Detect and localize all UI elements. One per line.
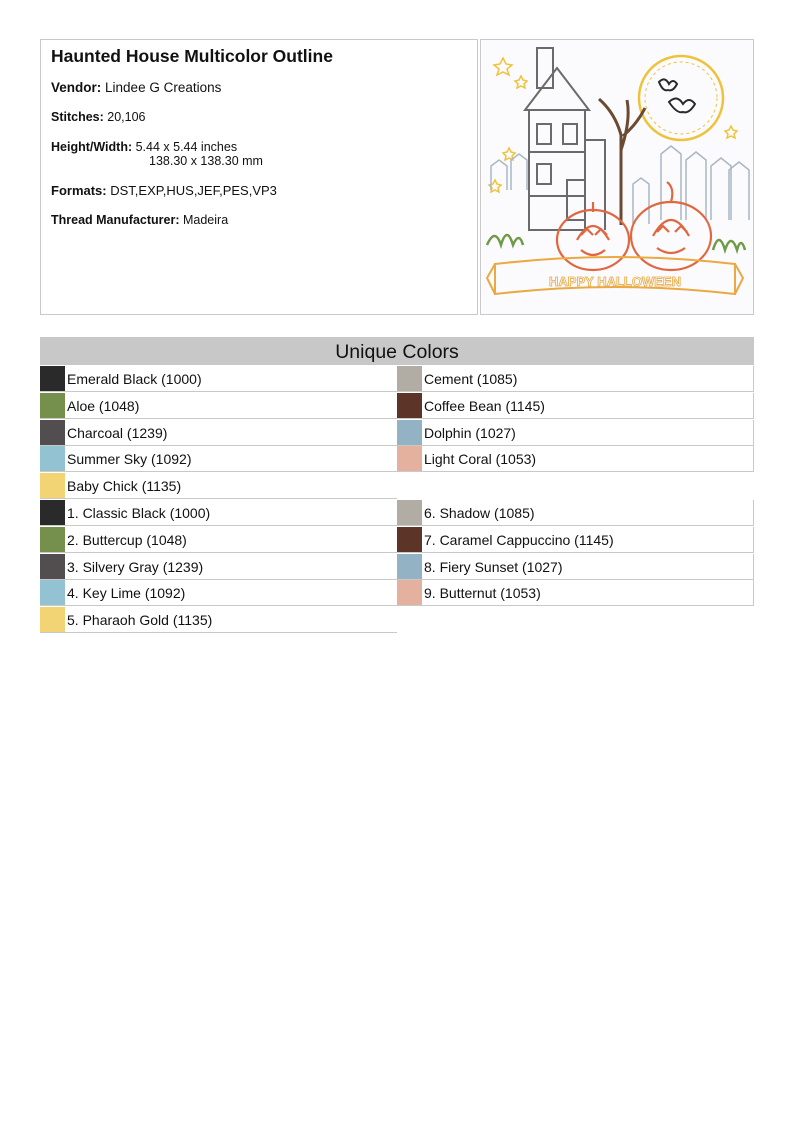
design-title: Haunted House Multicolor Outline — [51, 46, 333, 66]
color-swatch — [40, 420, 65, 445]
color-row — [40, 527, 397, 553]
vendor-field — [51, 80, 221, 95]
color-swatch — [40, 554, 65, 579]
stitches-value: 20,106 — [107, 110, 146, 124]
color-name: 5. Pharaoh Gold (1135) — [67, 612, 213, 629]
color-row — [397, 500, 754, 526]
color-name: 3. Silvery Gray (1239) — [67, 558, 204, 575]
thread-label: Thread Manufacturer: — [51, 213, 180, 227]
color-name: Cement (1085) — [424, 371, 518, 387]
stars — [489, 58, 737, 192]
color-row — [40, 554, 397, 580]
color-swatch — [397, 554, 422, 579]
color-row — [397, 580, 754, 606]
color-swatch — [397, 393, 422, 418]
color-row — [40, 580, 397, 606]
color-swatch — [397, 500, 422, 525]
color-swatch — [40, 500, 65, 525]
size-label: Height/Width: — [51, 140, 133, 154]
stitches-field — [51, 110, 146, 124]
color-name: Dolphin (1027) — [424, 424, 516, 441]
color-row — [40, 607, 397, 633]
color-name: 8. Fiery Sunset (1027) — [424, 558, 563, 575]
vendor-label: Vendor: — [51, 80, 102, 95]
formats-field — [51, 183, 277, 198]
color-swatch — [40, 580, 65, 605]
moon-outline — [639, 56, 723, 140]
color-swatch — [40, 393, 65, 418]
color-name: Aloe (1048) — [67, 397, 140, 414]
color-row — [397, 446, 754, 472]
moon-inner — [645, 62, 717, 134]
color-row — [40, 393, 397, 419]
banner-text: HAPPY HALLOWEEN — [549, 274, 681, 289]
color-name: 1. Classic Black (1000) — [67, 505, 211, 521]
color-row — [40, 420, 397, 446]
color-name: Charcoal (1239) — [67, 424, 168, 441]
color-row — [397, 366, 754, 392]
color-swatch — [40, 527, 65, 552]
color-name: Summer Sky (1092) — [67, 451, 192, 468]
color-row — [397, 420, 754, 446]
color-row — [40, 446, 397, 472]
color-row — [40, 473, 397, 499]
color-swatch — [397, 366, 422, 391]
design-info-box — [40, 39, 478, 315]
color-name: Baby Chick (1135) — [67, 478, 182, 495]
color-swatch — [397, 420, 422, 445]
bat-icon — [659, 79, 677, 90]
color-swatch — [40, 366, 65, 391]
color-swatch — [397, 446, 422, 471]
thread-field — [51, 213, 228, 227]
design-preview-image — [480, 39, 754, 315]
color-name: 4. Key Lime (1092) — [67, 585, 186, 602]
size-field — [51, 140, 263, 168]
haunted-house-illustration — [481, 40, 753, 314]
color-row — [397, 527, 754, 553]
color-swatch — [397, 580, 422, 605]
color-name: 7. Caramel Cappuccino (1145) — [424, 531, 614, 548]
color-swatch — [397, 527, 422, 552]
color-name: Coffee Bean (1145) — [424, 397, 545, 414]
bat-icon — [669, 98, 695, 112]
unique-colors-header: Unique Colors — [40, 337, 754, 365]
color-swatch — [40, 607, 65, 632]
color-swatch — [40, 473, 65, 498]
size-inches-value: 5.44 x 5.44 inches — [135, 140, 238, 154]
color-name: 9. Butternut (1053) — [424, 585, 541, 602]
formats-label: Formats: — [51, 183, 107, 198]
color-name: 6. Shadow (1085) — [424, 505, 535, 521]
formats-value: DST,EXP,HUS,JEF,PES,VP3 — [110, 183, 277, 198]
thread-value: Madeira — [182, 213, 229, 227]
stitches-label: Stitches: — [51, 110, 104, 124]
color-name: Light Coral (1053) — [424, 451, 537, 468]
size-mm-value: 138.30 x 138.30 mm — [149, 154, 263, 168]
grass — [487, 235, 745, 250]
vendor-value: Lindee G Creations — [105, 80, 222, 95]
color-row — [397, 393, 754, 419]
color-row — [40, 366, 397, 392]
color-row — [397, 554, 754, 580]
color-name: Emerald Black (1000) — [67, 371, 202, 387]
color-name: 2. Buttercup (1048) — [67, 531, 187, 548]
color-row — [40, 500, 397, 526]
color-swatch — [40, 446, 65, 471]
